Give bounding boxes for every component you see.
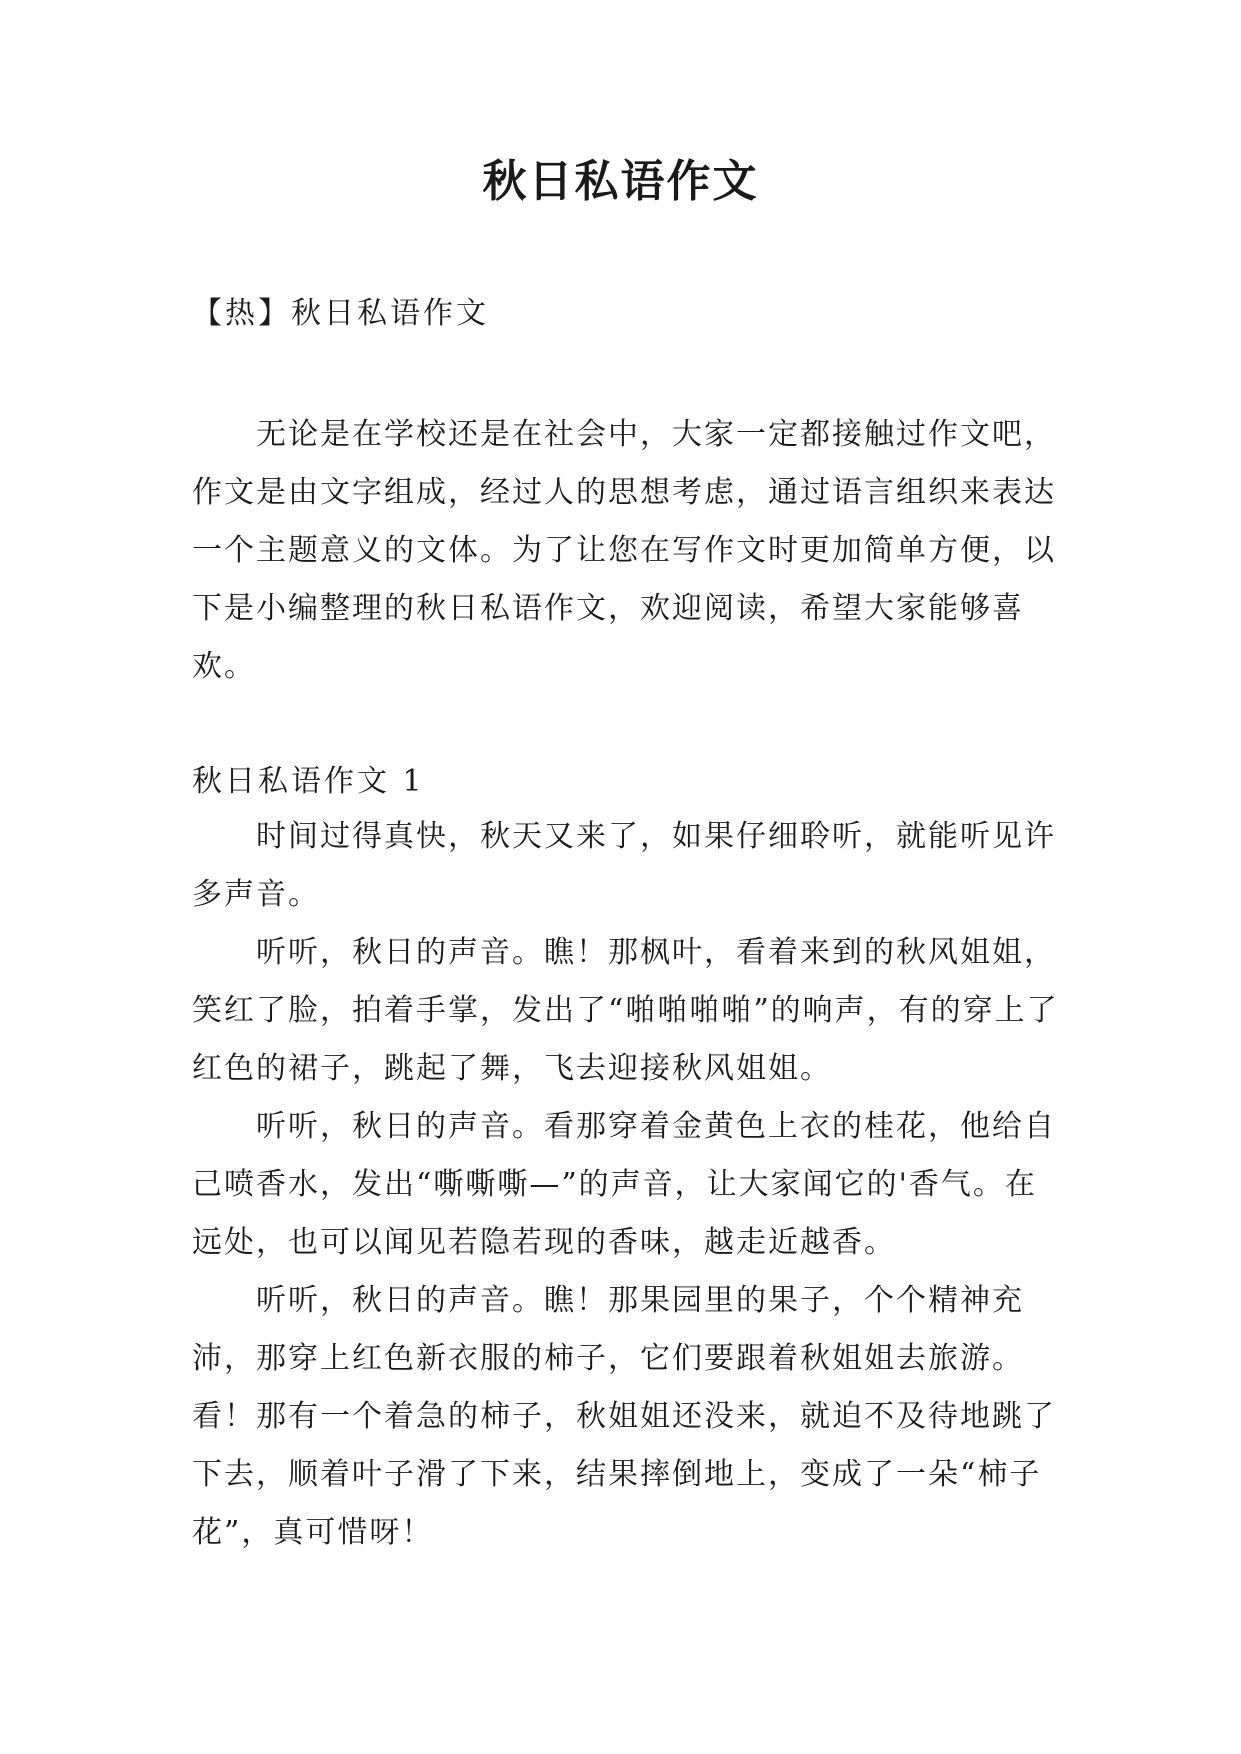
essay-paragraph: 听听，秋日的声音。瞧！那枫叶，看着来到的秋风姐姐，笑红了脸，拍着手掌，发出了“啪啪啪啪”的响声，有的穿上了红色的裙子，跳起了舞，飞去迎接秋风姐姐。 <box>192 935 1059 1086</box>
section-heading: 秋日私语作文 1 <box>192 764 425 799</box>
essay-paragraph: 听听，秋日的声音。看那穿着金黄色上衣的桂花，他给自己喷香水，发出“嘶嘶嘶—”的声音，让大家闻它的'香气。在远处，也可以闻见若隐若现的香味，越走近越香。 <box>192 1109 1056 1260</box>
essay-body <box>192 808 1062 1562</box>
essay-paragraph: 时间过得真快，秋天又来了，如果仔细聆听，就能听见许多声音。 <box>192 819 1056 912</box>
essay-paragraph: 听听，秋日的声音。瞧！那果园里的果子，个个精神充沛，那穿上红色新衣服的柿子，它们要跟着秋姐姐去旅游。看！那有一个着急的柿子，秋姐姐还没来，就迫不及待地跳了下去，顺着叶子滑了下来，结果摔倒地上，变成了一朵“柿子花”，真可惜呀！ <box>192 1283 1056 1550</box>
intro-section <box>192 406 1062 696</box>
document-subtitle: 【热】秋日私语作文 <box>192 296 489 331</box>
intro-paragraph: 无论是在学校还是在社会中，大家一定都接触过作文吧，作文是由文字组成，经过人的思想考虑，通过语言组织来表达一个主题意义的文体。为了让您在写作文时更加简单方便，以下是小编整理的秋日私语作文，欢迎阅读，希望大家能够喜欢。 <box>192 417 1056 684</box>
document-title: 秋日私语作文 <box>482 156 759 207</box>
